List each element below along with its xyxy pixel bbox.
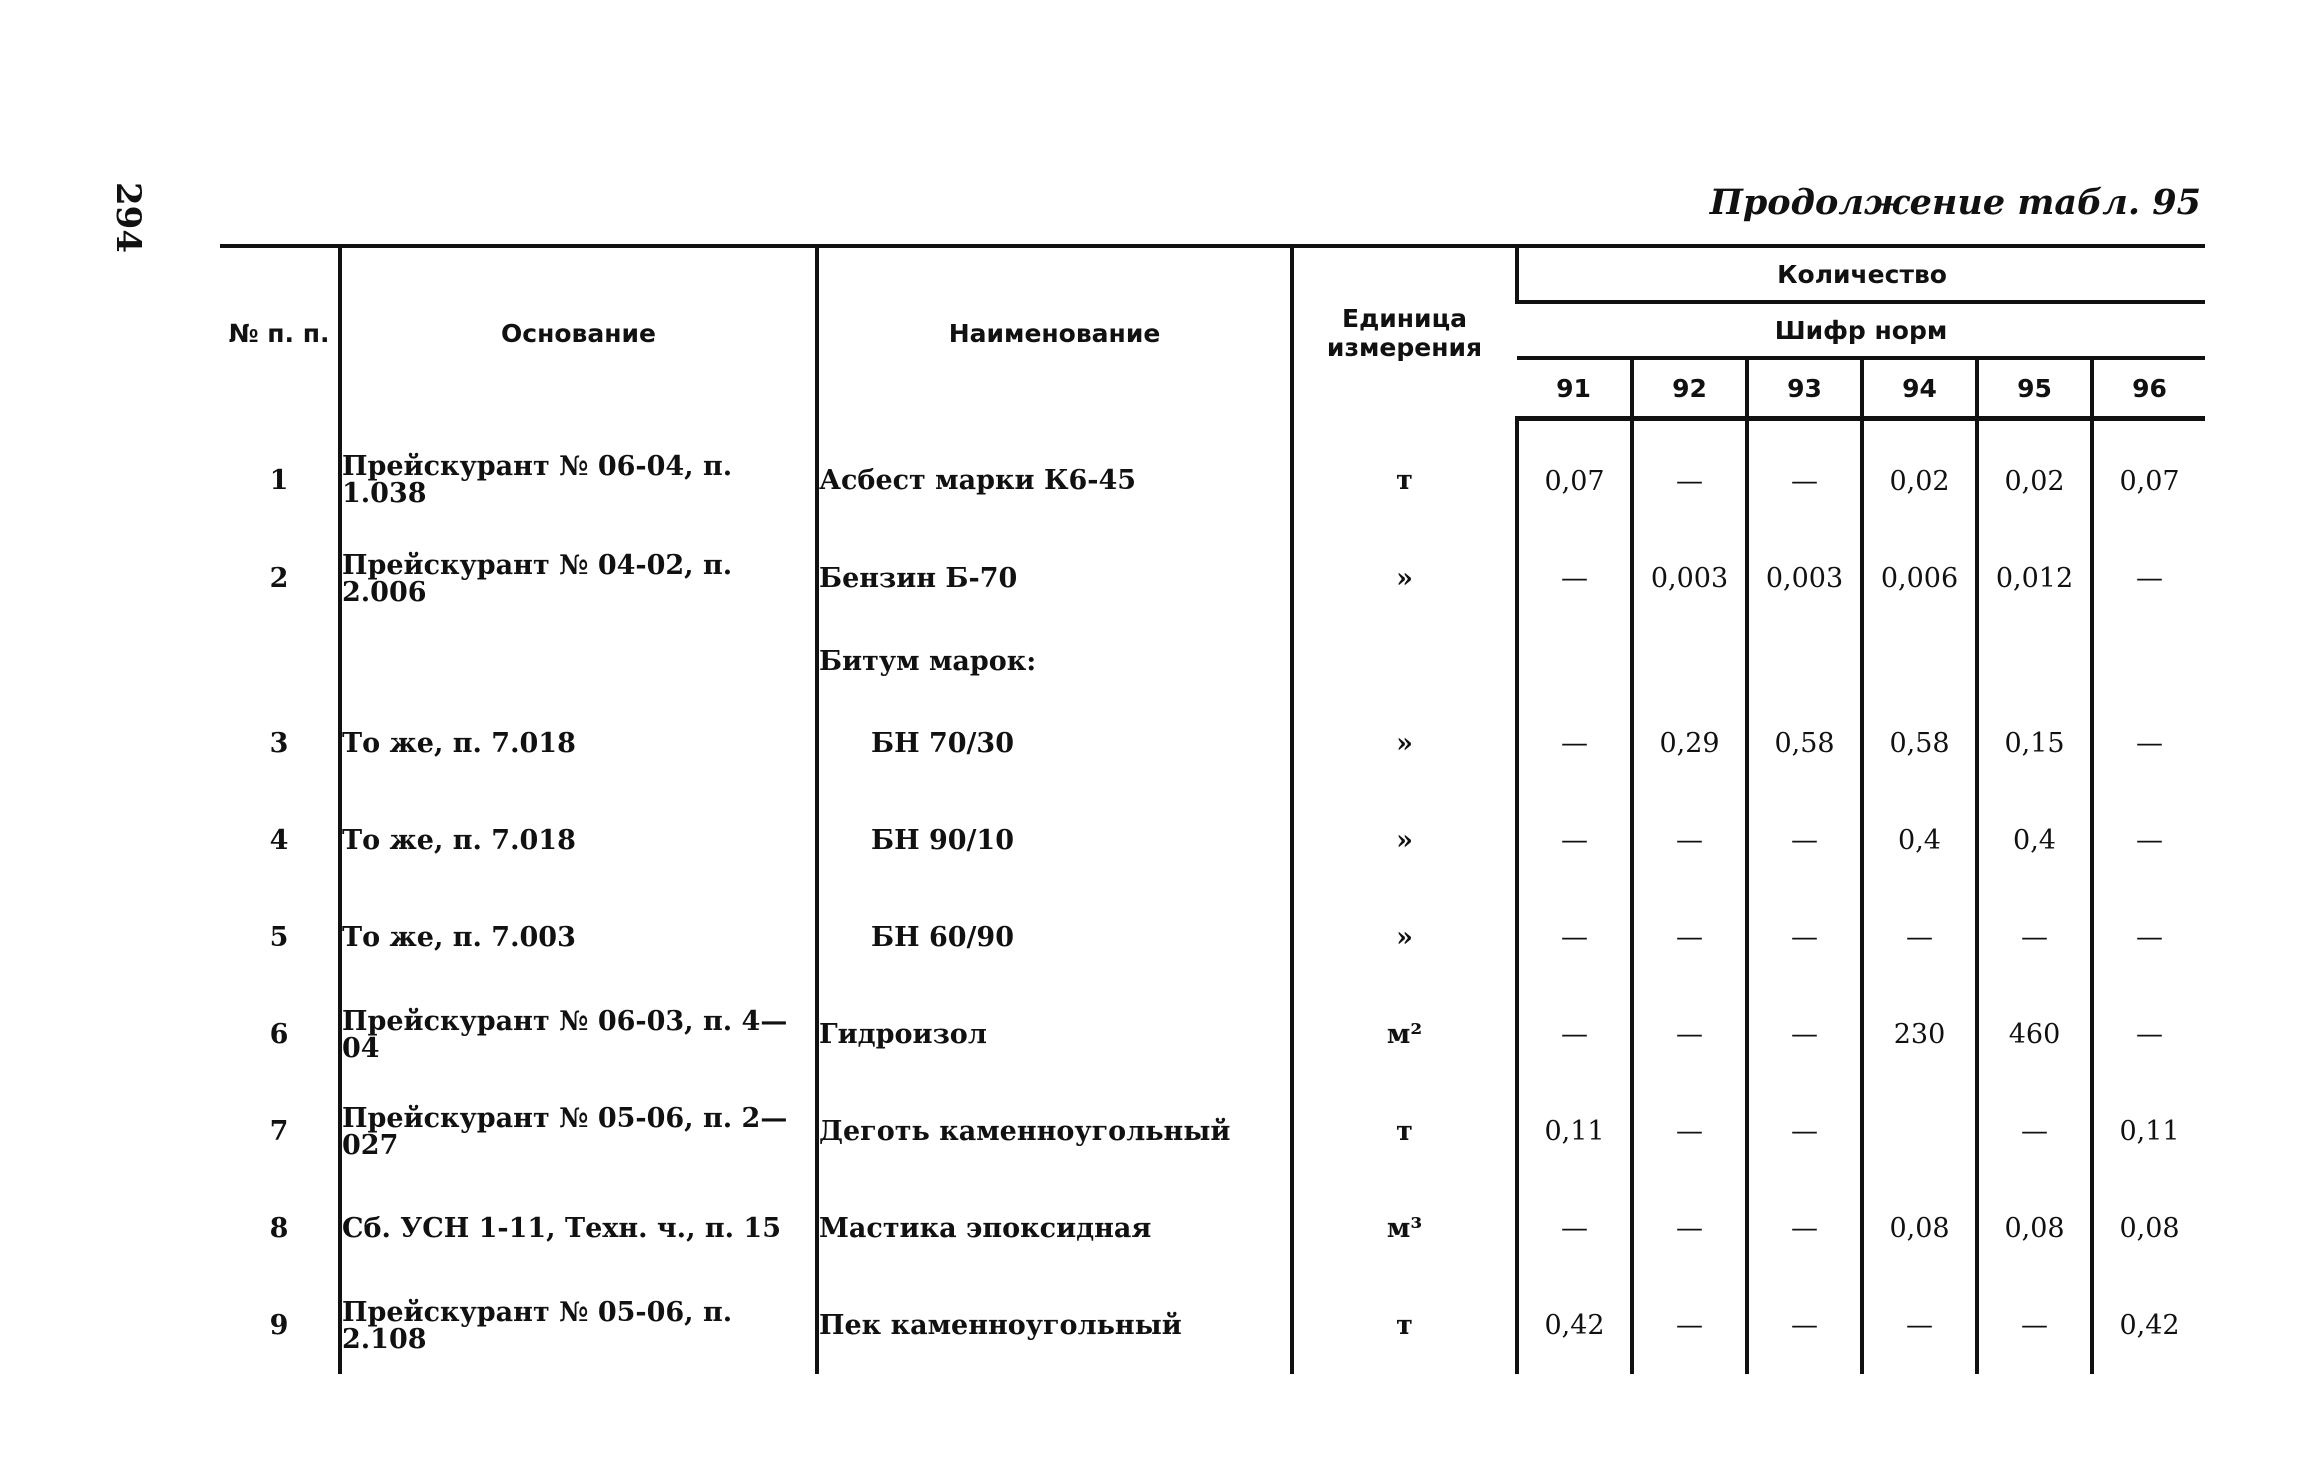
header-code: 94 [1862, 358, 1977, 419]
row-name: Мастика эпоксидная [817, 1180, 1292, 1277]
row-unit: т [1292, 1083, 1517, 1180]
row-value: 0,003 [1747, 530, 1862, 627]
row-num: 5 [269, 922, 289, 953]
row-value: 0,07 [2092, 419, 2205, 531]
row-value: 0,58 [1747, 695, 1862, 792]
row-value: 0,006 [1862, 530, 1977, 627]
row-value: — [1517, 530, 1632, 627]
header-name: Наименование [817, 246, 1292, 419]
row-unit: м³ [1292, 1180, 1517, 1277]
row-basis: Прейскурант № 06-04, п. 1.038 [340, 419, 817, 531]
row-name: Асбест марки К6-45 [817, 419, 1292, 531]
row-num: 1 [269, 464, 289, 496]
row-value: — [1632, 792, 1747, 889]
row-value: 0,11 [1517, 1083, 1632, 1180]
header-code: 95 [1977, 358, 2092, 419]
row-value: — [1517, 986, 1632, 1083]
row-value [1632, 627, 1747, 695]
table-row [220, 530, 2205, 627]
row-value: — [1632, 419, 1747, 531]
header-quantity: Количество [1517, 246, 2205, 302]
row-value: — [1517, 695, 1632, 792]
row-num: 9 [269, 1310, 289, 1341]
row-num [220, 627, 340, 695]
row-basis: Прейскурант № 05-06, п. 2—027 [340, 1083, 817, 1180]
row-basis: Прейскурант № 05-06, п. 2.108 [340, 1277, 817, 1374]
row-name: Деготь каменноугольный [817, 1083, 1292, 1180]
row-value: — [2092, 695, 2205, 792]
row-value: — [1862, 1277, 1977, 1374]
row-unit: т [1292, 1277, 1517, 1374]
header-code: 91 [1517, 358, 1632, 419]
row-value: — [1632, 1180, 1747, 1277]
row-value: 0,003 [1632, 530, 1747, 627]
table-row [220, 792, 2205, 889]
row-num: 6 [269, 1019, 289, 1050]
row-basis: Сб. УСН 1-11, Техн. ч., п. 15 [340, 1180, 817, 1277]
row-num: 2 [269, 563, 289, 594]
header-code: 96 [2092, 358, 2205, 419]
row-value: — [1747, 792, 1862, 889]
row-value [1862, 627, 1977, 695]
row-unit: » [1292, 792, 1517, 889]
row-value: — [1632, 1083, 1747, 1180]
row-value: — [1977, 1277, 2092, 1374]
row-value: — [1977, 889, 2092, 986]
row-value: — [1747, 1277, 1862, 1374]
table-row [220, 1180, 2205, 1277]
row-value: 0,11 [2092, 1083, 2205, 1180]
row-name: БН 60/90 [817, 889, 1292, 986]
table-row [220, 1083, 2205, 1180]
row-num: 4 [269, 825, 289, 856]
header-code: 92 [1632, 358, 1747, 419]
row-name: БН 90/10 [817, 792, 1292, 889]
row-value: — [1747, 889, 1862, 986]
row-num: 8 [269, 1213, 289, 1244]
row-basis: То же, п. 7.003 [340, 889, 817, 986]
row-value: — [1747, 419, 1862, 531]
row-basis: Прейскурант № 04-02, п. 2.006 [340, 530, 817, 627]
table-row [220, 986, 2205, 1083]
row-value [2092, 627, 2205, 695]
row-unit: м² [1292, 986, 1517, 1083]
row-value: 0,42 [1517, 1277, 1632, 1374]
row-value [1977, 627, 2092, 695]
row-value: — [1747, 986, 1862, 1083]
row-value: 0,08 [1977, 1180, 2092, 1277]
row-value [1517, 627, 1632, 695]
row-value [1747, 627, 1862, 695]
row-value: — [2092, 530, 2205, 627]
row-value: — [1747, 1083, 1862, 1180]
row-value: — [1977, 1083, 2092, 1180]
row-name: БН 70/30 [817, 695, 1292, 792]
header-code: 93 [1747, 358, 1862, 419]
row-name: Бензин Б-70 [817, 530, 1292, 627]
row-value: 0,08 [1862, 1180, 1977, 1277]
row-name: Пек каменноугольный [817, 1277, 1292, 1374]
row-value: — [1517, 889, 1632, 986]
table-row [220, 419, 2205, 531]
row-basis: Прейскурант № 06-03, п. 4—04 [340, 986, 817, 1083]
row-value: — [2092, 986, 2205, 1083]
header-num: № п. п. [220, 246, 340, 419]
row-value: 0,58 [1862, 695, 1977, 792]
row-value: — [1517, 792, 1632, 889]
row-value: 0,42 [2092, 1277, 2205, 1374]
materials-table [220, 244, 2205, 1374]
row-value: 0,012 [1977, 530, 2092, 627]
row-unit: » [1292, 695, 1517, 792]
row-value: 0,29 [1632, 695, 1747, 792]
row-value: — [1632, 889, 1747, 986]
row-unit: » [1292, 889, 1517, 986]
row-value: 460 [1977, 986, 2092, 1083]
table-row [220, 889, 2205, 986]
row-value: — [2092, 889, 2205, 986]
row-value [1862, 1083, 1977, 1180]
row-unit [1292, 627, 1517, 695]
row-value: 0,15 [1977, 695, 2092, 792]
row-value: — [1632, 986, 1747, 1083]
table-group-row [220, 627, 2205, 695]
row-unit: » [1292, 530, 1517, 627]
row-value: — [1747, 1180, 1862, 1277]
row-unit: т [1292, 419, 1517, 531]
row-group-name: Битум марок: [817, 627, 1292, 695]
row-value: 0,4 [1862, 792, 1977, 889]
row-num: 7 [269, 1116, 289, 1147]
header-unit: Единица измерения [1292, 246, 1517, 419]
row-value: 0,07 [1517, 419, 1632, 531]
table-row [220, 1277, 2205, 1374]
row-value: — [1632, 1277, 1747, 1374]
row-num: 3 [269, 728, 289, 759]
row-basis: То же, п. 7.018 [340, 792, 817, 889]
row-value: 0,4 [1977, 792, 2092, 889]
row-value: 0,08 [2092, 1180, 2205, 1277]
header-basis: Основание [340, 246, 817, 419]
table-row [220, 695, 2205, 792]
row-name: Гидроизол [817, 986, 1292, 1083]
row-basis: То же, п. 7.018 [340, 695, 817, 792]
page-number: 294 [108, 182, 148, 253]
row-value: — [1862, 889, 1977, 986]
row-basis [340, 627, 817, 695]
row-value: 0,02 [1977, 419, 2092, 531]
row-value: 0,02 [1862, 419, 1977, 531]
row-value: — [1517, 1180, 1632, 1277]
row-value: — [2092, 792, 2205, 889]
table-caption: Продолжение табл. 95 [1709, 182, 2201, 223]
header-cipher: Шифр норм [1517, 302, 2205, 358]
row-value: 230 [1862, 986, 1977, 1083]
